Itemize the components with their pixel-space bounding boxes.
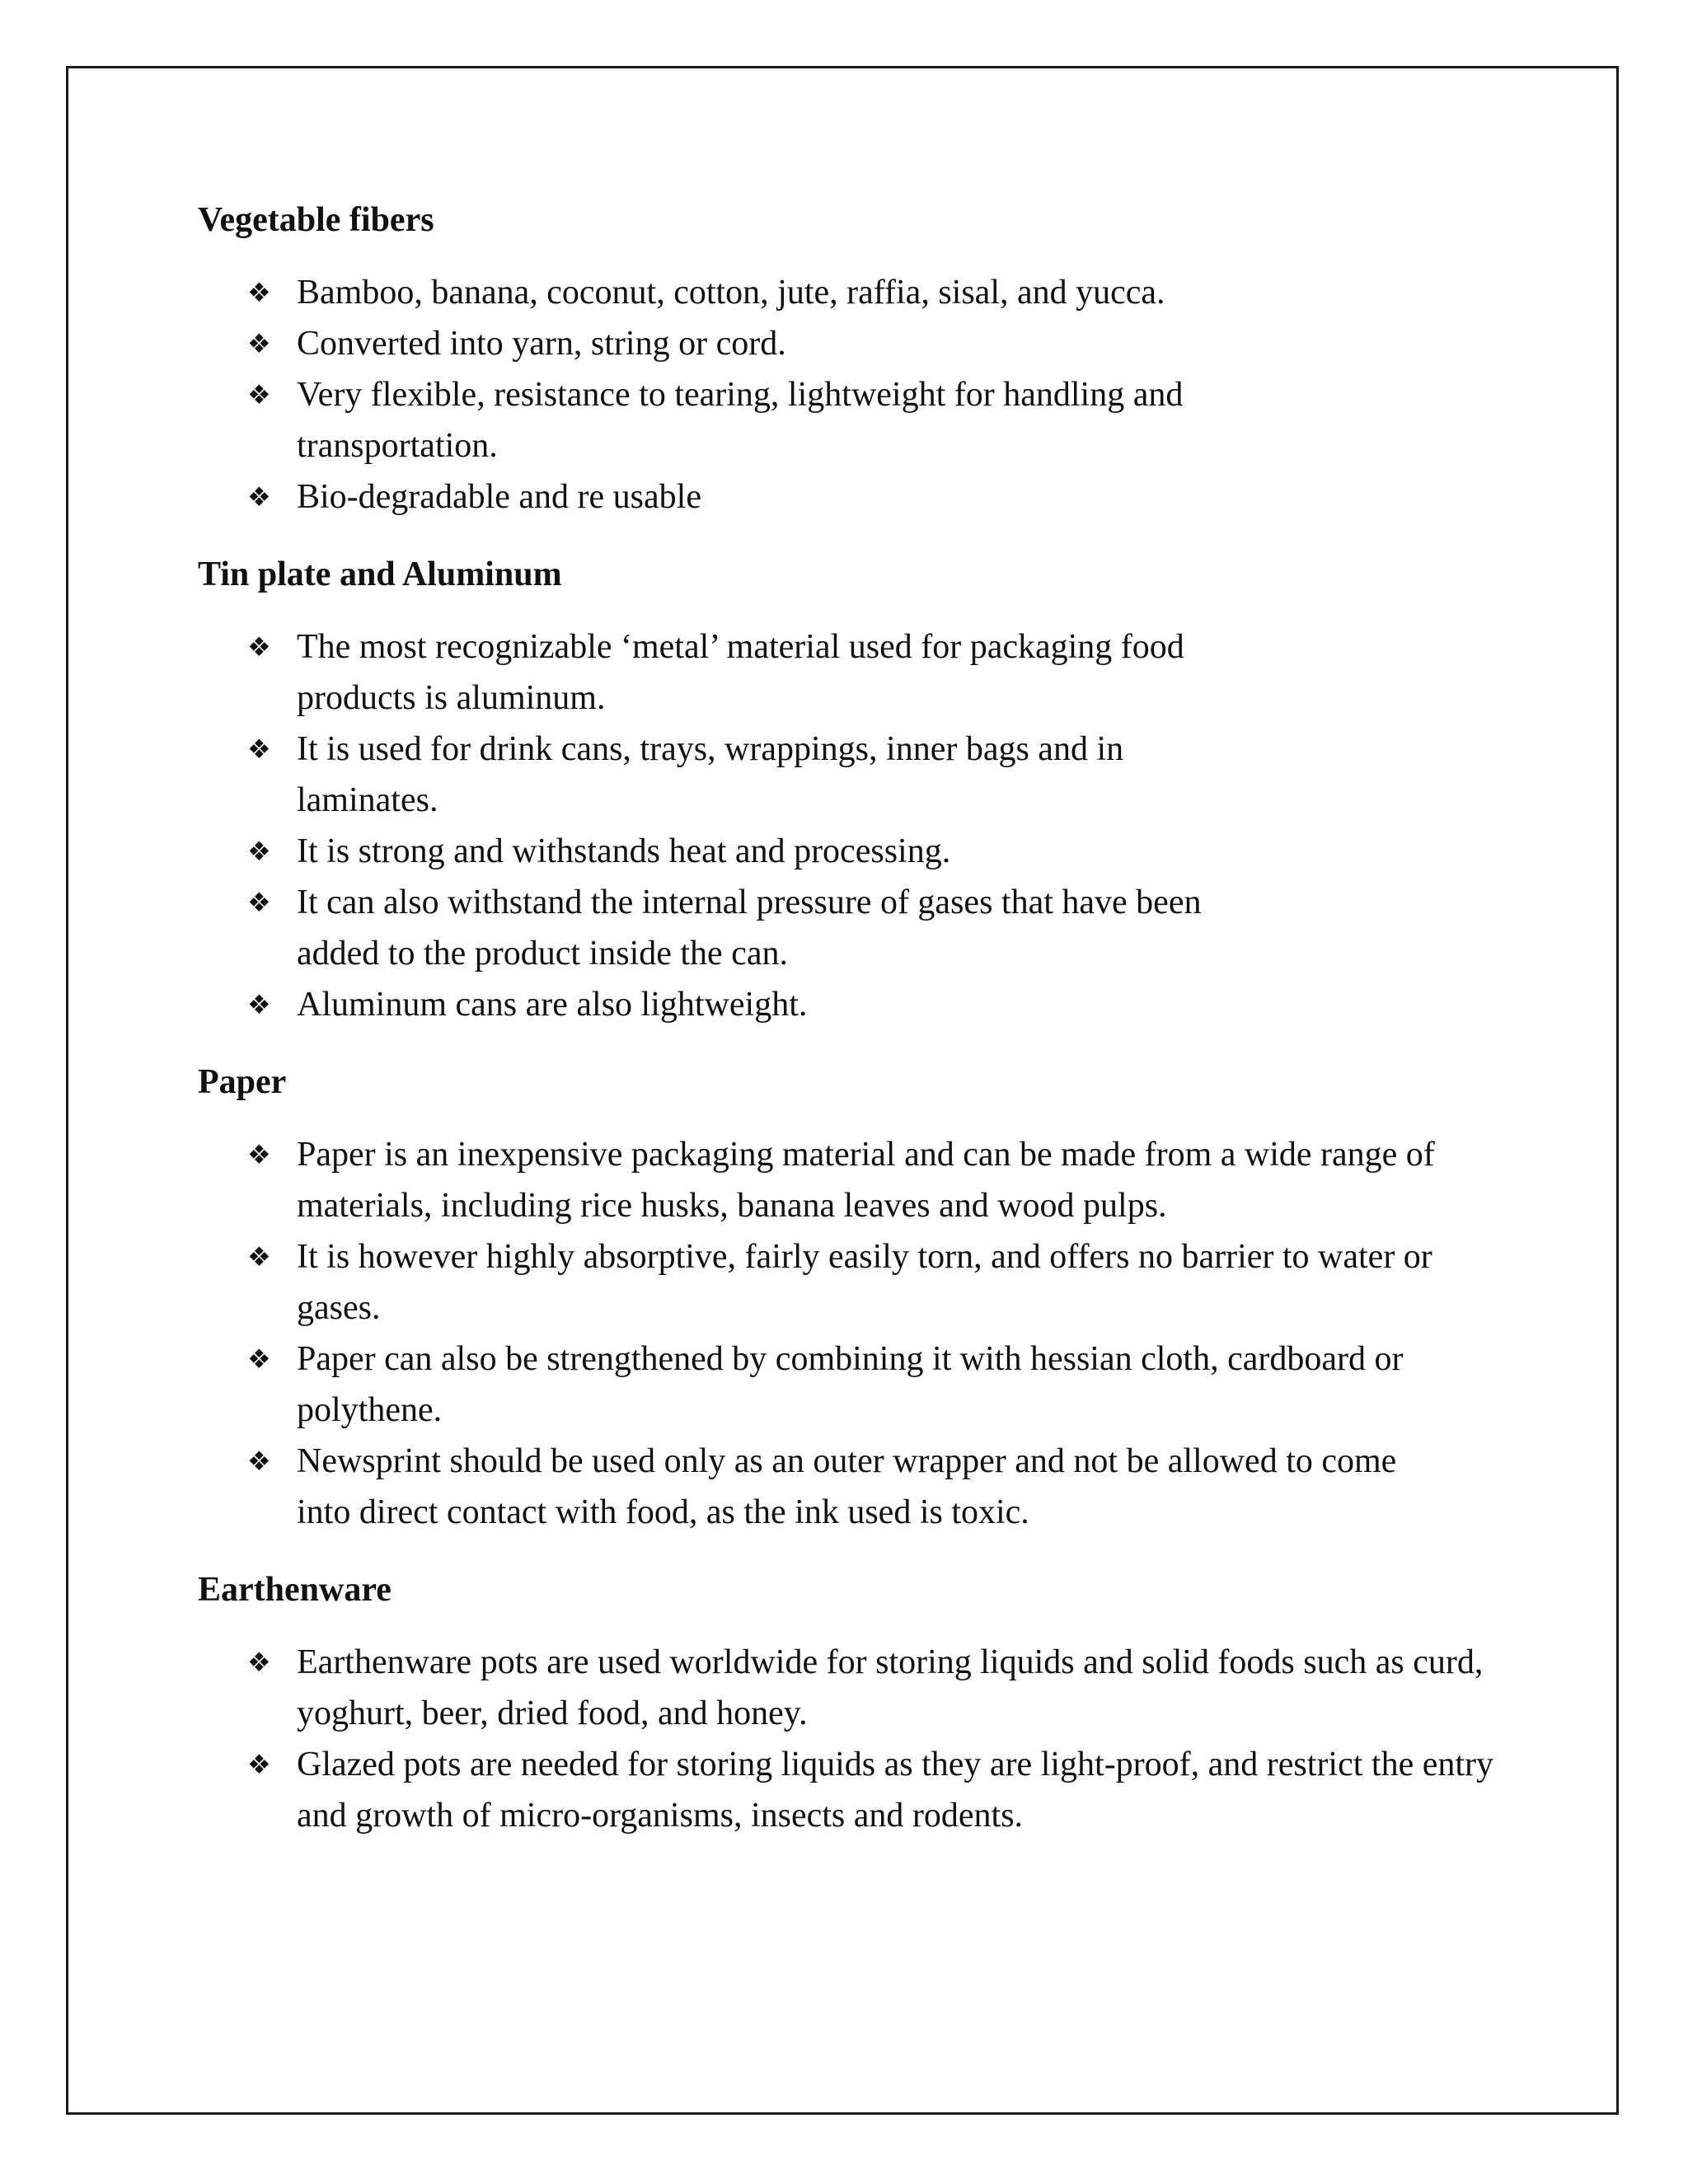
diamond-bullet-icon: ❖ [247,888,271,917]
list-item [198,877,1245,979]
diamond-bullet-icon: ❖ [247,1344,271,1374]
bullet-list [198,1129,1451,1538]
diamond-bullet-icon: ❖ [247,632,271,662]
bullet-list [198,1637,1500,1841]
list-item [198,471,1294,523]
list-item-text: Paper is an inexpensive packaging material and can be made from a wide range of materials, including rice husks, banana leaves and wood pulps. [297,1136,1435,1225]
section-heading: Tin plate and Aluminum [198,555,562,593]
diamond-bullet-icon: ❖ [247,1242,271,1272]
diamond-bullet-icon: ❖ [247,380,271,410]
list-item-text: Bio-degradable and re usable [297,478,701,516]
list-item [198,1333,1451,1436]
list-item-text: Aluminum cans are also lightweight. [297,986,808,1024]
list-item [198,318,1294,369]
diamond-bullet-icon: ❖ [247,329,271,359]
diamond-bullet-icon: ❖ [247,1140,271,1169]
list-item [198,621,1245,724]
list-item [198,1637,1500,1739]
diamond-bullet-icon: ❖ [247,990,271,1019]
list-item-text: It can also withstand the internal pressure of gases that have been added to the product inside the can. [297,883,1202,972]
section-heading: Paper [198,1063,287,1101]
bullet-list [198,267,1294,523]
list-item [198,1129,1451,1231]
bullet-list [198,621,1245,1030]
section-earthenware [198,1566,1533,1841]
diamond-bullet-icon: ❖ [247,1647,271,1677]
list-item-text: Earthenware pots are used worldwide for storing liquids and solid foods such as curd, yoghurt, beer, dried food, and honey. [297,1643,1484,1732]
list-item-text: It is however highly absorptive, fairly easily torn, and offers no barrier to water or gases. [297,1238,1432,1327]
list-item [198,267,1294,318]
diamond-bullet-icon: ❖ [247,482,271,512]
list-item [198,826,1245,877]
list-item [198,979,1245,1030]
list-item [198,1739,1500,1841]
list-item-text: It is used for drink cans, trays, wrappings, inner bags and in laminates. [297,730,1124,819]
document-content [198,196,1533,1869]
diamond-bullet-icon: ❖ [247,734,271,764]
list-item-text: Newsprint should be used only as an outer wrapper and not be allowed to come into direct contact with food, as the ink used is toxic. [297,1442,1397,1531]
diamond-bullet-icon: ❖ [247,837,271,866]
list-item [198,1231,1451,1333]
list-item-text: Paper can also be strengthened by combining it with hessian cloth, cardboard or polythene. [297,1340,1404,1429]
section-vegetable-fibers [198,196,1533,523]
diamond-bullet-icon: ❖ [247,1446,271,1476]
list-item-text: It is strong and withstands heat and processing. [297,832,951,870]
list-item [198,1436,1451,1538]
list-item-text: Very flexible, resistance to tearing, lightweight for handling and transportation. [297,376,1184,465]
section-paper [198,1058,1533,1538]
section-heading: Earthenware [198,1571,392,1609]
list-item [198,369,1294,471]
section-tin-plate-aluminum [198,551,1533,1030]
diamond-bullet-icon: ❖ [247,1750,271,1779]
section-heading: Vegetable fibers [198,201,434,239]
diamond-bullet-icon: ❖ [247,278,271,307]
list-item [198,724,1245,826]
list-item-text: Bamboo, banana, coconut, cotton, jute, raffia, sisal, and yucca. [297,274,1165,312]
list-item-text: Glazed pots are needed for storing liquids as they are light-proof, and restrict the entry and growth of micro-organisms, insects and rodents. [297,1746,1494,1835]
list-item-text: The most recognizable ‘metal’ material used for packaging food products is aluminum. [297,628,1184,717]
list-item-text: Converted into yarn, string or cord. [297,325,786,363]
